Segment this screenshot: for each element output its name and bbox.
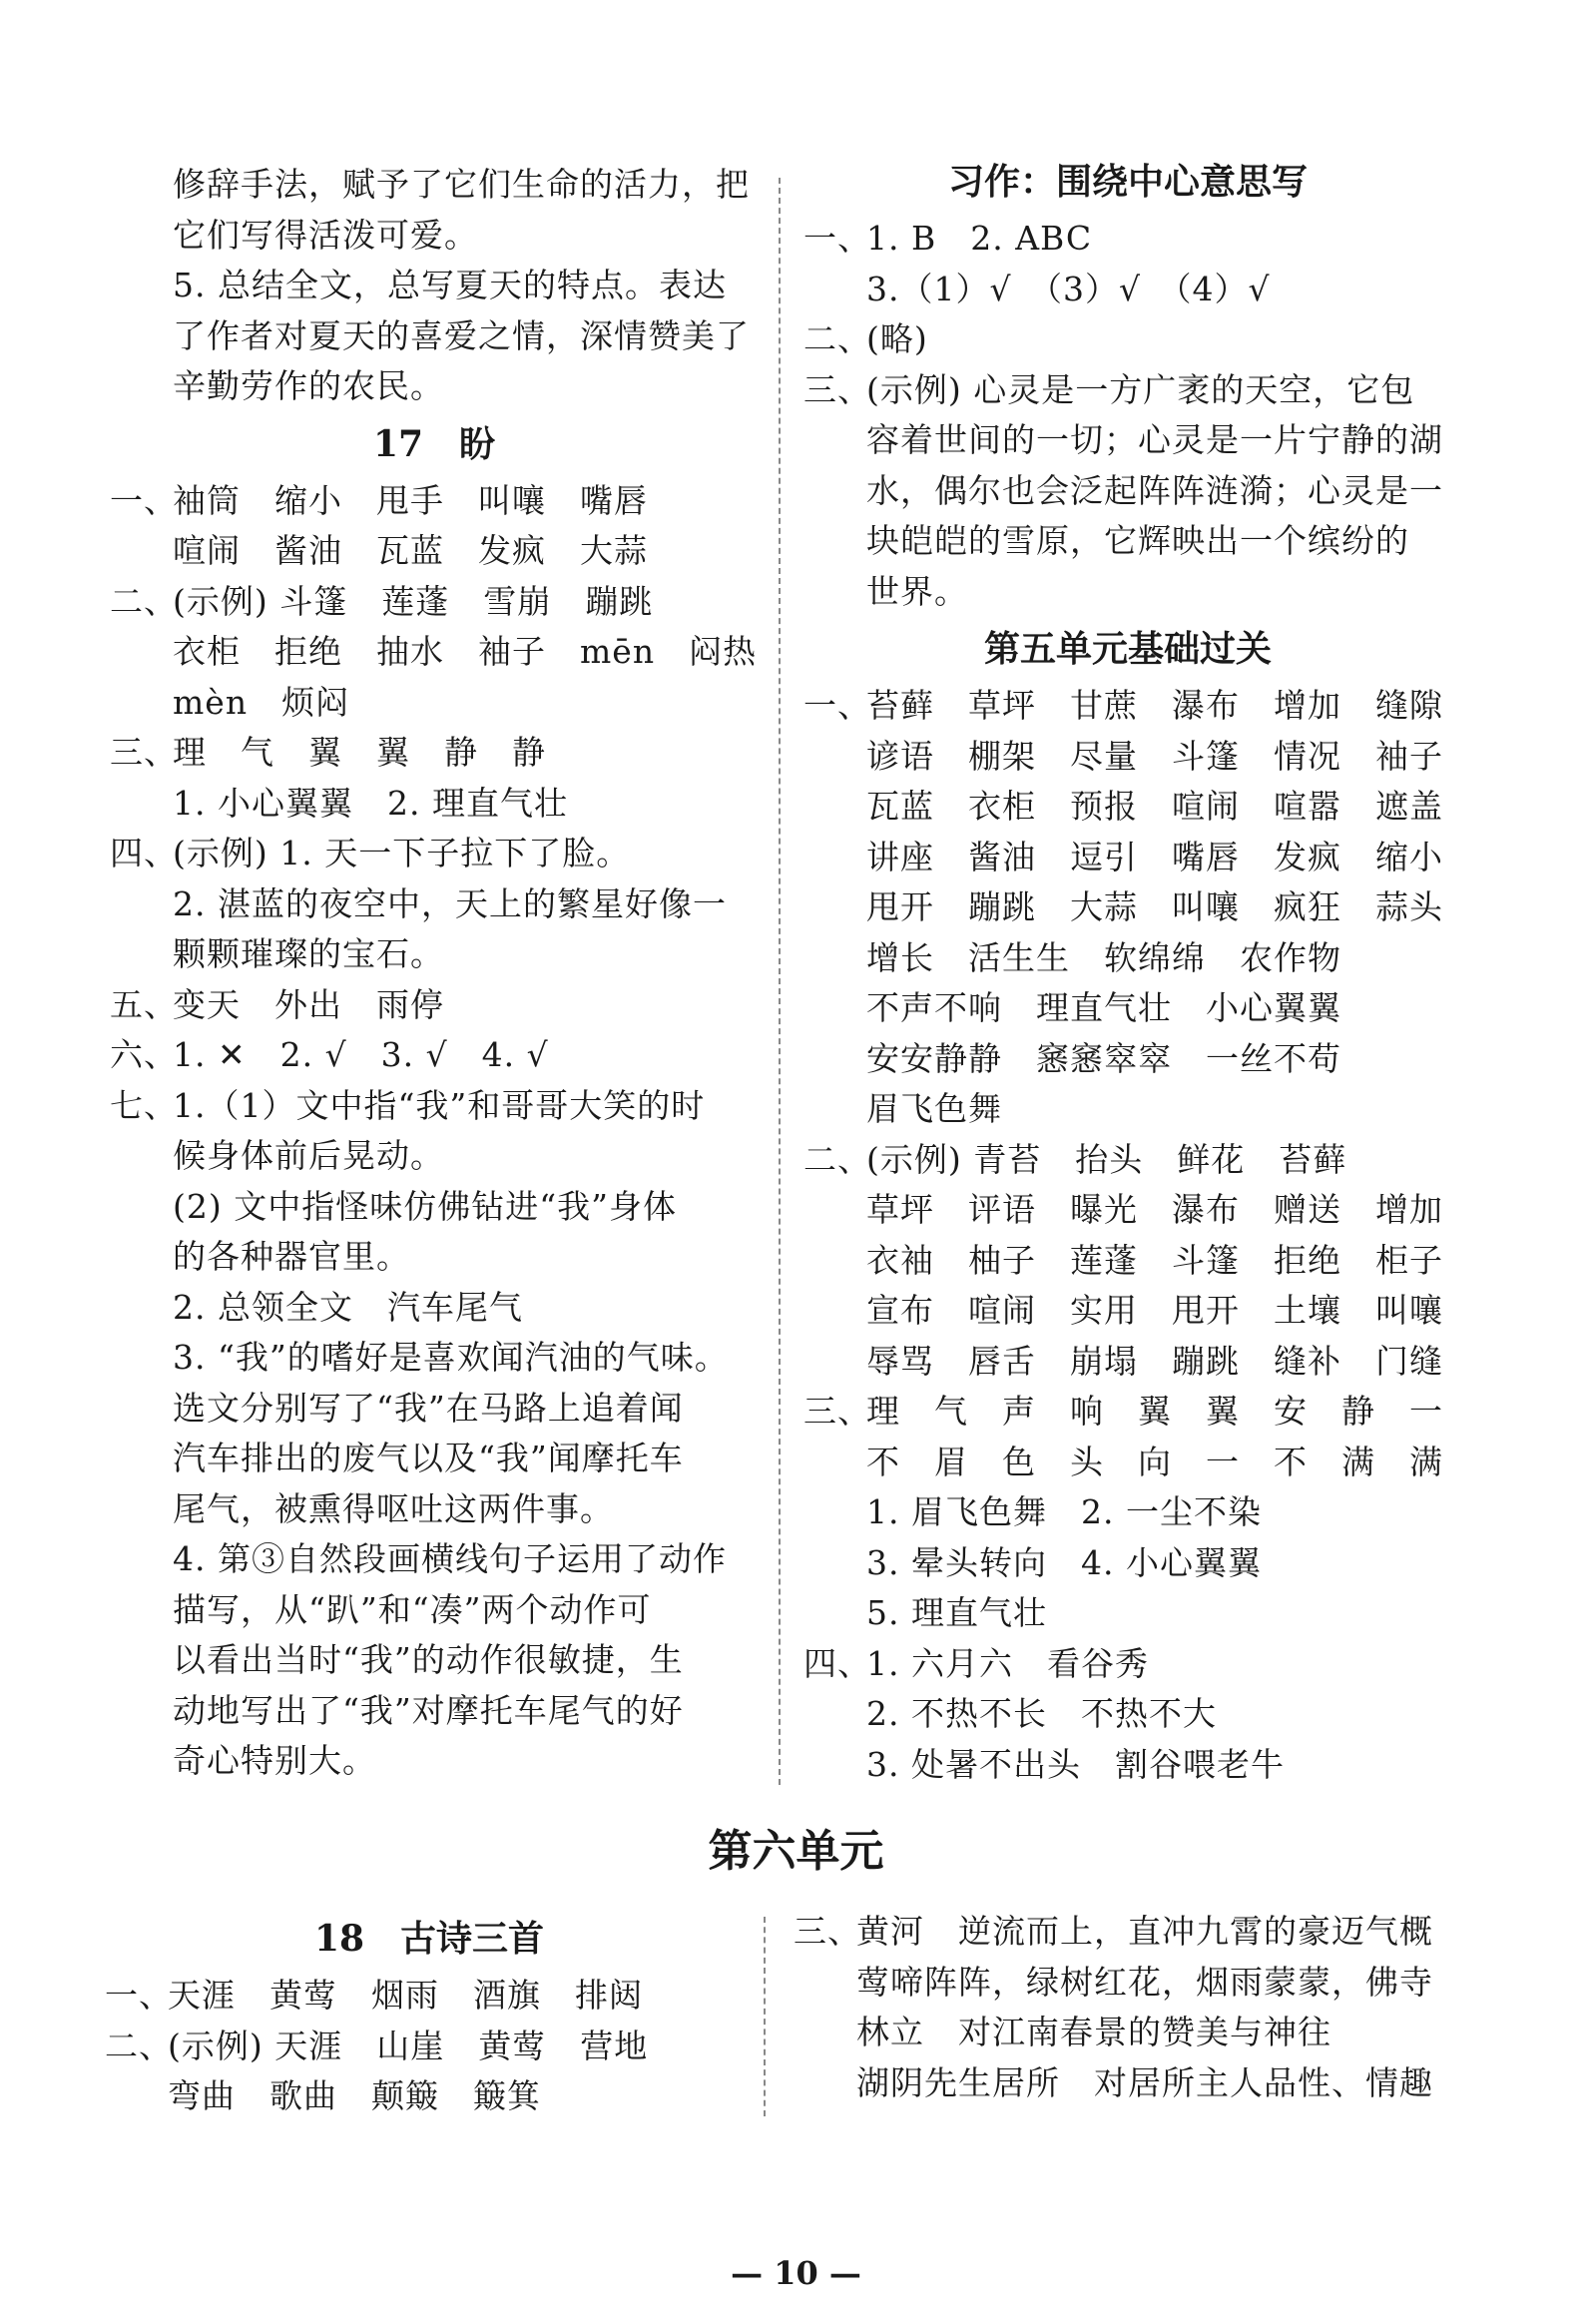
text-line: 了作者对夏天的喜爱之情，深情赞美了 <box>173 315 750 355</box>
answer-text: 2. 湛蓝的夜空中，天上的繁星好像一 <box>173 883 727 923</box>
answer-text: 甩开 蹦跳 大蒜 叫嚷 疯狂 蒜头 <box>866 887 1443 926</box>
answer-line <box>110 980 759 1031</box>
text-line: 它们写得活泼可爱。 <box>173 215 478 255</box>
answer-text: 弯曲 歌曲 颠簸 簸箕 <box>168 2076 541 2115</box>
answer-text: 2. 不热不长 不热不大 <box>866 1694 1217 1733</box>
section-label: 一、 <box>105 1976 173 2015</box>
answer-line <box>105 1971 754 2022</box>
column-divider <box>779 178 781 1785</box>
section-label: 六、 <box>110 1035 178 1074</box>
answer-line <box>803 681 1452 732</box>
answer-line <box>110 1030 759 1081</box>
answer-text: 天涯 黄莺 烟雨 酒旗 排闼 <box>168 1976 643 2015</box>
answer-text: 5. 理直气壮 <box>866 1593 1047 1632</box>
answer-text: (示例) 天涯 山崖 黄莺 营地 <box>168 2026 649 2065</box>
section-label: 二、 <box>803 319 871 358</box>
answer-line <box>110 728 759 779</box>
answer-text: 湖阴先生居所 对居所主人品性、情趣 <box>856 2062 1433 2102</box>
section-label: 二、 <box>803 1139 871 1179</box>
answer-text: 以看出当时“我”的动作很敏捷，生 <box>173 1640 684 1679</box>
answer-text: 容着世间的一切；心灵是一片宁静的湖 <box>866 420 1443 459</box>
unit6-heading: 第六单元 <box>708 1826 884 1877</box>
section-label: 一、 <box>110 480 178 520</box>
answer-text: 1. ✕ 2. √ 3. √ 4. √ <box>173 1035 549 1074</box>
answer-text: 3. 处暑不出头 割谷喂老牛 <box>866 1744 1285 1784</box>
text-line: 5. 总结全文，总写夏天的特点。表达 <box>173 266 727 304</box>
answer-text: 1.（1）文中指“我”和哥哥大笑的时 <box>173 1085 706 1125</box>
answer-text: (示例) 斗篷 莲蓬 雪崩 蹦跳 <box>173 581 654 621</box>
writing-title: 习作：围绕中心意思写 <box>947 161 1308 203</box>
lesson-18-title: 18 古诗三首 <box>313 1918 545 1960</box>
section-label: 四、 <box>803 1643 871 1683</box>
answer-line <box>803 365 1452 416</box>
answer-text: 1. 眉飞色舞 2. 一尘不染 <box>866 1492 1262 1531</box>
section-label: 二、 <box>110 581 178 621</box>
answer-text: 2. 总领全文 汽车尾气 <box>173 1287 523 1327</box>
section-label: 三、 <box>803 1392 871 1431</box>
answer-text: 黄河 逆流而上，直冲九霄的豪迈气概 <box>856 1912 1433 1951</box>
section-label: 四、 <box>110 834 178 872</box>
answer-text: (略) <box>866 319 928 358</box>
answer-text: mèn 烦闷 <box>173 682 350 722</box>
answer-text: 宣布 喧闹 实用 甩开 土壤 叫嚷 <box>866 1291 1443 1330</box>
section-label: 五、 <box>110 984 178 1024</box>
answer-text: 莺啼阵阵，绿树红花，烟雨蒙蒙，佛寺 <box>856 1962 1433 2002</box>
answer-text: 变天 外出 雨停 <box>173 984 444 1024</box>
section-label: 一、 <box>803 686 871 725</box>
answer-line <box>794 1907 1472 1958</box>
lesson-17-title: 17 盼 <box>372 422 496 465</box>
answer-text: 块皑皑的雪原，它辉映出一个缤纷的 <box>866 521 1409 560</box>
bottom-right-column <box>794 1907 1472 2108</box>
answer-text: 安安静静 窸窸窣窣 一丝不苟 <box>866 1038 1341 1078</box>
answer-text: 草坪 评语 曝光 瀑布 赠送 增加 <box>866 1190 1443 1229</box>
right-column <box>803 160 1452 1790</box>
answer-text: 喧闹 酱油 瓦蓝 发疯 大蒜 <box>173 531 648 570</box>
answer-text: 1. 六月六 看谷秀 <box>866 1643 1149 1683</box>
answer-line <box>803 1135 1452 1186</box>
answer-text: 尾气，被熏得呕吐这两件事。 <box>173 1488 614 1528</box>
answer-text: 1. 小心翼翼 2. 理直气壮 <box>173 783 568 823</box>
answer-text: 描写，从“趴”和“凑”两个动作可 <box>173 1589 652 1629</box>
answer-text: 4. 第③自然段画横线句子运用了动作 <box>173 1539 727 1578</box>
answer-text: 衣柜 拒绝 抽水 袖子 mēn 闷热 <box>173 632 758 671</box>
section-label: 三、 <box>794 1912 861 1951</box>
text-line: 辛勤劳作的农民。 <box>173 366 444 405</box>
answer-text: 袖筒 缩小 甩手 叫嚷 嘴唇 <box>173 480 648 520</box>
answer-text: (2) 文中指怪味仿佛钻进“我”身体 <box>173 1186 677 1226</box>
bottom-left-column <box>105 1907 754 2122</box>
answer-text: 谚语 棚架 尽量 斗篷 情况 袖子 <box>866 736 1443 776</box>
answer-text: 不 眉 色 头 向 一 不 满 满 <box>866 1442 1443 1481</box>
answer-text: 3. 晕头转向 4. 小心翼翼 <box>866 1542 1262 1582</box>
answer-text: 选文分别写了“我”在马路上追着闻 <box>173 1388 684 1428</box>
answer-text: 奇心特别大。 <box>173 1741 376 1780</box>
answer-text: 理 气 翼 翼 静 静 <box>173 733 546 772</box>
answer-line <box>110 829 759 879</box>
answer-text: 1. B 2. ABC <box>866 219 1093 258</box>
column-divider <box>764 1917 766 2116</box>
answer-text: 的各种器官里。 <box>173 1237 410 1276</box>
answer-text: 眉飞色舞 <box>866 1089 1002 1128</box>
answer-text: 汽车排出的废气以及“我”闻摩托车 <box>173 1439 684 1477</box>
answer-text: 讲座 酱油 逗引 嘴唇 发疯 缩小 <box>866 837 1443 876</box>
text-line: 修辞手法，赋予了它们生命的活力，把 <box>173 165 750 204</box>
answer-text: 3.（1）√ （3）√ （4）√ <box>866 269 1271 308</box>
answer-text: 苔藓 草坪 甘蔗 瀑布 增加 缝隙 <box>866 686 1443 725</box>
section-label: 三、 <box>110 733 178 772</box>
answer-line <box>105 2022 754 2072</box>
left-column <box>110 160 759 1787</box>
section-label: 三、 <box>803 369 871 409</box>
answer-text: 增长 活生生 软绵绵 农作物 <box>866 937 1341 977</box>
answer-line <box>110 577 759 628</box>
answer-text: 辱骂 唇舌 崩塌 蹦跳 缝补 门缝 <box>866 1341 1443 1381</box>
answer-text: 世界。 <box>866 571 968 611</box>
answer-text: 动地写出了“我”对摩托车尾气的好 <box>173 1690 684 1730</box>
answer-text: 理 气 声 响 翼 翼 安 静 一 <box>866 1392 1443 1431</box>
answer-text: 衣袖 柚子 莲蓬 斗篷 拒绝 柜子 <box>866 1240 1443 1280</box>
answer-line <box>803 214 1452 265</box>
answer-text: (示例) 青苔 抬头 鲜花 苔藓 <box>866 1139 1347 1179</box>
answer-line <box>803 1387 1452 1438</box>
answer-line <box>803 314 1452 365</box>
answer-text: 颗颗璀璨的宝石。 <box>173 934 444 973</box>
section-label: 七、 <box>110 1085 178 1125</box>
answer-line <box>110 476 759 527</box>
answer-line <box>803 1639 1452 1690</box>
answer-text: 水，偶尔也会泛起阵阵涟漪；心灵是一 <box>866 470 1443 510</box>
answer-text: 瓦蓝 衣柜 预报 喧闹 喧嚣 遮盖 <box>866 787 1443 826</box>
page-number: — 10 — <box>731 2254 861 2292</box>
answer-text: (示例) 心灵是一方广袤的天空，它包 <box>866 369 1415 409</box>
section-label: 二、 <box>105 2026 173 2065</box>
answer-text: 3. “我”的嗜好是喜欢闻汽油的气味。 <box>173 1338 729 1377</box>
answer-line <box>110 1081 759 1132</box>
answer-text: 不声不响 理直气壮 小心翼翼 <box>866 988 1341 1027</box>
section-label: 一、 <box>803 219 871 258</box>
answer-text: (示例) 1. 天一下子拉下了脸。 <box>173 834 631 872</box>
answer-text: 候身体前后晃动。 <box>173 1136 444 1175</box>
answer-text: 林立 对江南春景的赞美与神往 <box>856 2013 1331 2051</box>
unit5-review-title: 第五单元基础过关 <box>983 628 1272 670</box>
